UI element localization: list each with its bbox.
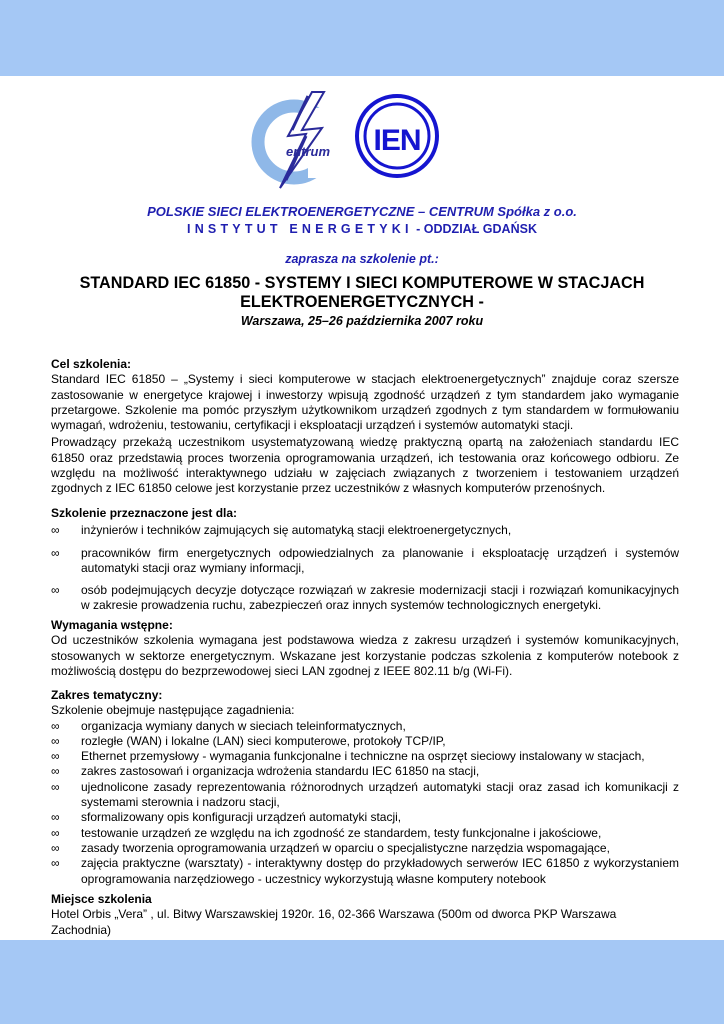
cel-paragraph-1: Standard IEC 61850 – „Systemy i sieci komputerowe w stacjach elektroenergetycznych” znajduje coraz szersze zastosowanie w energetyce krajowej i inwestorzy wpisują zgodność urządzeń z tym standardem jako wymaganie przetargowe. Szkolenie ma pomóc przyszłym użytkownikom urządzeń zgodnych z tym standardem w formułowaniu wymagań, wdrożeniu, testowaniu, certyfikacji i eksploatacji urządzeń i systemów automatyki stacji.	[51, 372, 679, 433]
list-item: ∞ zakres zastosowań i organizacja wdrożenia standardu IEC 61850 na stacji,	[51, 764, 480, 779]
bullet-icon: ∞	[51, 718, 60, 733]
top-band	[0, 0, 724, 76]
list-item: ∞ zajęcia praktyczne (warsztaty) - interaktywny dostęp do przykładowych serwerów IEC 61850 z wykorzystaniem oprogramowania narzędziowego - uczestnicy wykorzystują własne komputery notebook	[51, 856, 679, 886]
list-item: ∞ testowanie urządzeń ze względu na ich zgodność ze standardem, testy funkcjonalne i jakościowe,	[51, 825, 602, 840]
bullet-icon: ∞	[51, 810, 60, 825]
section-scope	[51, 688, 679, 887]
list-item: ∞ sformalizowany opis konfiguracji urządzeń automatyki stacji,	[51, 810, 402, 825]
title-line-2: ELEKTROENERGETYCZNYCH -	[240, 293, 484, 311]
course-title	[0, 274, 724, 312]
venue-address: Hotel Orbis „Vera” , ul. Bitwy Warszawskiej 1920r. 16, 02-366 Warszawa (500m od dworca PKP Warszawa Zachodnia)	[51, 907, 617, 937]
audience-heading: Szkolenie przeznaczone jest dla:	[51, 506, 238, 520]
list-item: ∞ zasady tworzenia oprogramowania urządzeń w oparciu o specjalistyczne narzędzia wspomagające,	[51, 840, 610, 855]
ien-logo-text: IEN	[373, 124, 421, 157]
requirements-heading: Wymagania wstępne:	[51, 618, 173, 632]
list-item: ∞ ujednolicone zasady reprezentowania różnorodnych urządzeń automatyki stacji oraz zasad ich komunikacji z systemami sterownia i nadzoru stacji,	[51, 779, 679, 810]
organization-header	[0, 204, 724, 267]
section-requirements	[51, 618, 679, 679]
bullet-icon: ∞	[51, 856, 60, 871]
logos	[0, 86, 724, 198]
list-item: ∞ inżynierów i techników zajmujących się automatyką stacji elektroenergetycznych,	[51, 523, 512, 538]
scope-heading: Zakres tematyczny:	[51, 688, 163, 702]
course-date: Warszawa, 25–26 października 2007 roku	[240, 314, 484, 328]
list-item: ∞ organizacja wymiany danych w sieciach teleinformatycznych,	[51, 718, 406, 733]
institute-spaced: INSTYTUT ENERGETYKI	[187, 222, 413, 236]
list-item: ∞ Ethernet przemysłowy - wymagania funkcjonalne i techniczne na osprzęt sieciowy instalowany w stacjach,	[51, 749, 645, 764]
bullet-icon: ∞	[51, 779, 60, 794]
list-item: ∞ osób podejmujących decyzje dotyczące rozwiązań w zakresie modernizacji stacji i rozwiązań komunikacyjnych w zakresie prowadzenia ruchu, zabezpieczeń oraz innych systemów technologicznych energetyki.	[51, 583, 679, 613]
company-name: POLSKIE SIECI ELEKTROENERGETYCZNE – CENTRUM Spółka z o.o.	[147, 204, 577, 219]
list-item: ∞ pracowników firm energetycznych odpowiedzialnych za planowanie i eksploatację urządzeń i systemów automatyki stacji oraz wymiany informacji,	[51, 545, 679, 575]
list-item: ∞ rozległe (WAN) i lokalne (LAN) sieci komputerowe, protokoły TCP/IP,	[51, 733, 446, 748]
requirements-text: Od uczestników szkolenia wymagana jest podstawowa wiedza z zakresu urządzeń i systemów komunikacyjnych, stosowanych w sektorze energetycznym. Wskazane jest korzystanie podczas szkolenia z komputerów notebook z możliwością dostępu do bezprzewodowej sieci LAN zgodnej z IEEE 802.11 b/g (Wi-Fi).	[51, 633, 679, 678]
bullet-icon: ∞	[51, 840, 60, 855]
branch-name: - ODDZIAŁ GDAŃSK	[412, 222, 537, 236]
venue-heading: Miejsce szkolenia	[51, 892, 152, 906]
bullet-icon: ∞	[51, 764, 60, 779]
bullet-icon: ∞	[51, 523, 60, 538]
bullet-icon: ∞	[51, 583, 60, 598]
bottom-band	[0, 940, 724, 1024]
title-line-1: STANDARD IEC 61850 - SYSTEMY I SIECI KOMPUTEROWE W STACJACH	[79, 274, 645, 292]
section-audience	[51, 506, 679, 614]
centrum-logo	[250, 90, 340, 190]
scope-intro: Szkolenie obejmuje następujące zagadnienia:	[51, 703, 295, 718]
bullet-icon: ∞	[51, 825, 60, 840]
institute-name	[0, 221, 724, 237]
invitation: zaprasza na szkolenie pt.:	[285, 252, 439, 266]
bullet-icon: ∞	[51, 749, 60, 764]
cel-heading: Cel szkolenia:	[51, 357, 132, 371]
cel-paragraph-2: Prowadzący przekażą uczestnikom usystematyzowaną wiedzę praktyczną opartą na założeniach standardu IEC 61850 oraz przedstawią proces tworzenia oprogramowania urządzeń, ich testowania oraz końcowego odbioru. Ze względu na możliwość interaktywnego udziału w zajęciach związanych z tworzeniem i testowaniem urządzeń zgodnych z IEC 61850 celowe jest korzystanie przez uczestników z własnych komputerów przenośnych.	[51, 435, 679, 496]
centrum-logo-text: entrum	[286, 144, 331, 159]
section-cel	[51, 357, 679, 497]
bullet-icon: ∞	[51, 733, 60, 748]
bullet-icon: ∞	[51, 545, 60, 560]
ien-logo	[354, 92, 444, 182]
